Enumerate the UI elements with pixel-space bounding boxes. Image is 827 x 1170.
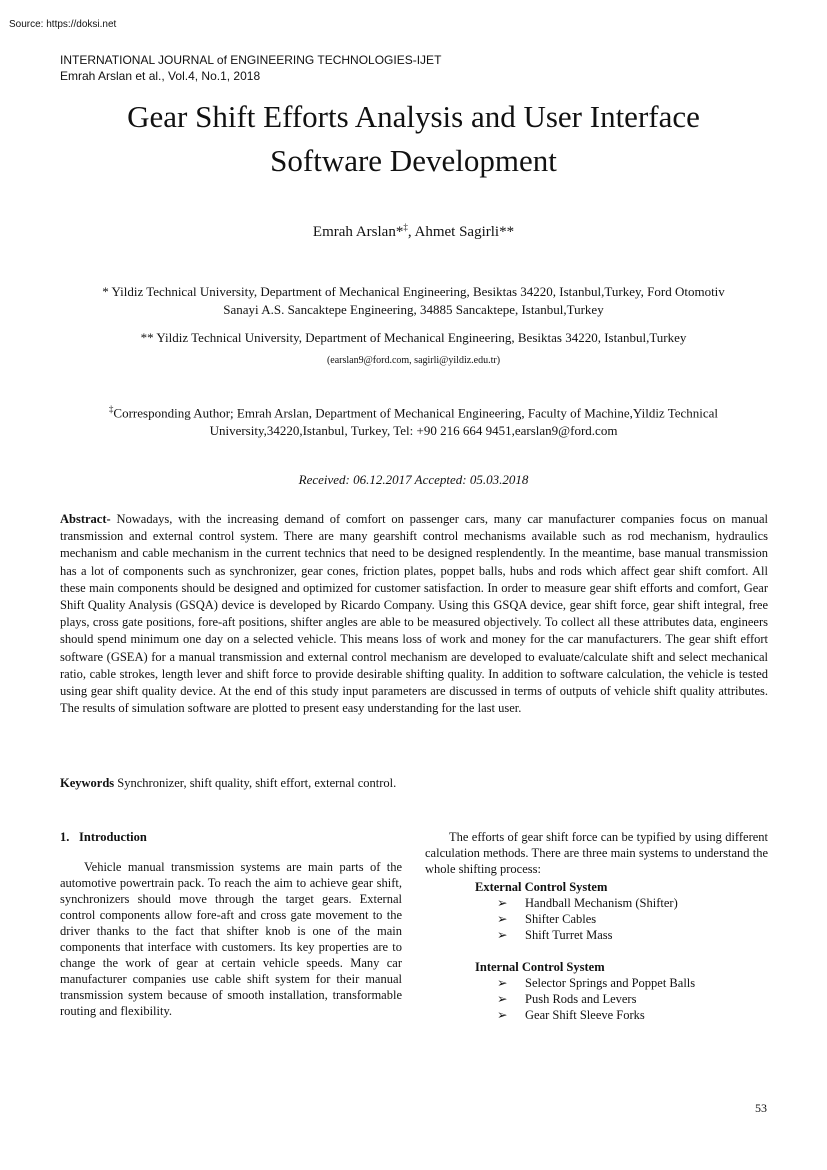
journal-name: INTERNATIONAL JOURNAL of ENGINEERING TECHNOLOGIES-IJET [60,53,442,67]
corresponding-mark: ‡ [108,404,114,414]
external-control-title: External Control System [475,880,608,894]
section-number: 1. [60,830,70,844]
keywords-label: Keywords [60,776,115,790]
efforts-paragraph: The efforts of gear shift force can be typified by using different calculation methods. There are three main systems to understand the whole shifting process: [425,830,768,876]
corresponding-author [80,400,747,440]
list-item: ➢ Gear Shift Sleeve Forks [497,1008,645,1022]
abstract-label: Abstract- [60,512,111,526]
abstract [60,511,768,717]
author-first: Emrah Arslan* [312,224,404,240]
abstract-text: Nowadays, with the increasing demand of comfort on passenger cars, many car manufacturer companies focus on manual transmission and external control system. There are many gearshift control mechanisms available such as rod mechanism, hydraulics mechanism and cable mechanism in the current technics that need to be designed resplendently. In the meantime, base manual transmission has a lot of components such as synchronizer, gear cones, friction plates, poppet balls, hubs and rods which affect gear shift comfort. All these main components should be designed and optimized for customer satisfaction. In order to measure gear shift efforts and comfort, Gear Shift Quality Analysis (GSQA) device is developed by Ricardo Company. Using this GSQA device, gear shift force, gear shift integral, free plays, cross gate positions, fore-aft positions, shifter angles are able to be measured objectively. To collect all these attributes data, engineers should spend minimum one day on a selected vehicle. This means loss of work and money for the car manufacturers. The gear shift effort software (GSEA) for a manual transmission and external control mechanism are developed to evaluate/calculate shift and select mechanical ratio, cable strokes, length lever and shift force to provide desirable shifting quality. In addition to software calculation, the vehicle is tested using gear shift quality device. At the end of this study input parameters are discussed in terms of outputs of vehicle shift quality attributes. The results of simulation software are plotted to present easy understanding for the last user. [60,512,768,716]
page-number: 53 [755,1101,767,1115]
affiliation-first-line2: Sanayi A.S. Sancaktepe Engineering, 34885 Sancaktepe, Istanbul,Turkey [223,302,604,317]
arrow-bullet-icon: ➢ [497,1008,508,1022]
list-item: ➢ Shift Turret Mass [497,928,613,942]
title-line-1: Gear Shift Efforts Analysis and User Interface [127,99,700,134]
received-dates: Received: 06.12.2017 Accepted: 05.03.2018 [298,472,529,487]
internal-control-title: Internal Control System [475,960,605,974]
list-item: ➢ Selector Springs and Poppet Balls [497,976,696,990]
arrow-bullet-icon: ➢ [497,992,508,1006]
corresponding-line1: Corresponding Author; Emrah Arslan, Department of Mechanical Engineering, Faculty of Machine,Yildiz Technical [113,405,719,421]
title-line-2: Software Development [270,143,557,178]
keywords [60,776,768,791]
affiliation-first-line1: * Yildiz Technical University, Department of Mechanical Engineering, Besiktas 34220, Istanbul,Turkey, Ford Otomotiv [102,284,725,299]
journal-header [60,52,441,84]
arrow-bullet-icon: ➢ [497,928,508,942]
right-column [425,829,768,1023]
arrow-bullet-icon: ➢ [497,976,508,990]
corresponding-line2: University,34220,Istanbul, Turkey, Tel: +90 216 664 9451,earslan9@ford.com [209,423,618,439]
section-title: Introduction [79,830,147,844]
arrow-bullet-icon: ➢ [497,912,508,926]
internal-control-list [475,975,768,1023]
journal-citation: Emrah Arslan et al., Vol.4, No.1, 2018 [60,69,261,83]
affiliation-second: ** Yildiz Technical University, Department of Mechanical Engineering, Besiktas 34220, Istanbul,Turkey [140,330,687,345]
author-list [60,222,767,241]
author-mark: ‡ [403,222,408,232]
arrow-bullet-icon: ➢ [497,896,508,910]
external-control-list [475,895,768,943]
affiliation-first [70,283,757,319]
external-control-block [475,879,768,943]
paper-title [60,95,767,183]
keywords-text: Synchronizer, shift quality, shift effort, external control. [114,776,397,790]
source-label: Source: https://doksi.net [9,19,117,30]
list-item: ➢ Handball Mechanism (Shifter) [497,896,678,910]
intro-paragraph: Vehicle manual transmission systems are main parts of the automotive powertrain pack. To reach the aim to achieve gear shift, synchronizers should move through the target gears. External control components allow fore-aft and cross gate movement to the driver thanks to the fact that shifter knob is one of the main components that interface with customers. Its key properties are to change the work of gear at certain vehicle speeds. Many car manufacturer companies use cable shift system for their manual transmission system because of smooth installation, transformable routing and flexibility. [60,860,402,1018]
list-item: ➢ Shifter Cables [497,912,597,926]
section-heading-introduction [60,829,402,845]
internal-control-block [475,959,768,1023]
left-column [60,829,402,1019]
author-second: , Ahmet Sagirli** [407,224,515,240]
author-emails: (earslan9@ford.com, sagirli@yildiz.edu.tr) [326,355,501,366]
list-item: ➢ Push Rods and Levers [497,992,637,1006]
